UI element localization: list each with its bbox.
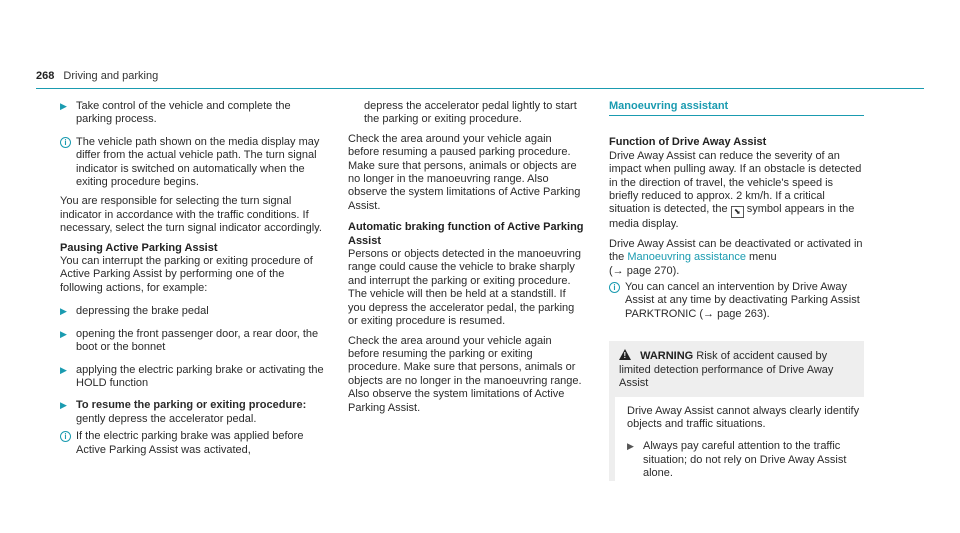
paragraph: Persons or objects detected in the manoeuvring range could cause the vehicle to brake sharply and interrupt the parking or exiting procedure. The vehicle will then be held at a standstill. If you depress the accelerator pedal, the parking or exiting procedure is resumed. xyxy=(348,248,581,328)
bullet-text: gently depress the accelerator pedal. xyxy=(76,412,257,425)
arrow-icon: ▶ xyxy=(60,400,67,411)
list-item xyxy=(60,305,328,318)
bullet-heading: To resume the parking or exiting procedure: xyxy=(76,399,307,412)
arrow-icon: ▶ xyxy=(60,101,67,111)
section-title: Manoeuvring assistant xyxy=(609,100,864,116)
bullet-text: Take control of the vehicle and complete the parking process. xyxy=(76,100,291,126)
heading-drive-away-assist: Function of Drive Away Assist xyxy=(609,136,767,149)
page-number: 268 xyxy=(36,70,55,82)
column-middle xyxy=(348,100,584,421)
paragraph-text: Drive Away Assist can be deactivated or activated in the xyxy=(609,237,863,264)
info-icon: i xyxy=(60,137,71,148)
info-note xyxy=(60,430,328,457)
arrow-icon: ▶ xyxy=(627,441,634,452)
bullet-text: Always pay careful attention to the traffic situation; do not rely on Drive Away Assist alone. xyxy=(643,440,847,480)
warning-text: Risk of accident caused by limited detection performance of Drive Away Assist xyxy=(619,350,834,390)
list-item xyxy=(627,440,864,480)
list-item xyxy=(60,100,328,127)
page-reference: (→ page 270). xyxy=(609,264,680,277)
bullet-text: applying the electric parking brake or activating the HOLD function xyxy=(76,363,324,389)
bullet-text: opening the front passenger door, a rear door, the boot or the bonnet xyxy=(76,327,319,354)
arrow-icon: ▶ xyxy=(60,364,67,375)
warning-header xyxy=(609,341,864,396)
bullet-text: depressing the brake pedal xyxy=(76,305,209,318)
column-right xyxy=(609,100,864,490)
warning-icon: ! xyxy=(619,349,631,360)
paragraph: Drive Away Assist cannot always clearly identify objects and traffic situations. xyxy=(627,404,860,430)
warning-body xyxy=(609,397,864,481)
note-text: The vehicle path shown on the media display may differ from the actual vehicle path. The turn signal indicator is switched on automatically when the exiting procedure begins. xyxy=(76,135,320,189)
info-icon: i xyxy=(60,431,71,442)
arrow-icon: ▶ xyxy=(60,306,67,317)
arrow-icon: ▶ xyxy=(60,328,67,339)
heading-pausing: Pausing Active Parking Assist xyxy=(60,241,218,254)
note-text: If the electric parking brake was applied before Active Parking Assist was activated, xyxy=(76,430,304,456)
info-icon: i xyxy=(609,282,620,293)
paragraph-text: menu xyxy=(749,251,777,264)
paragraph: You can interrupt the parking or exiting procedure of Active Parking Assist by performing one of the following actions, for example: xyxy=(60,255,313,294)
info-note xyxy=(609,281,864,321)
section-name: Driving and parking xyxy=(63,70,159,82)
paragraph-text: Drive Away Assist can reduce the severity of an impact when pulling away. If an obstacle is detected in the direction of travel, the vehicle's speed is briefly reduced to approx. 2 km/h. If a critical situation is detected, the xyxy=(609,149,862,216)
note-text: You can cancel an intervention by Drive Away Assist at any time by deactivating Parking Assist PARKTRONIC (→ page 263). xyxy=(625,281,860,320)
drive-away-assist-symbol-icon: ⬊ xyxy=(731,206,744,218)
list-item xyxy=(60,399,328,426)
warning-title: WARNING xyxy=(640,350,694,363)
heading-automatic-braking: Automatic braking function of Active Parking Assist xyxy=(348,221,584,247)
list-item xyxy=(60,364,328,391)
paragraph: You are responsible for selecting the turn signal indicator in accordance with the traffic conditions. If necessary, select the turn signal indicator accordingly. xyxy=(60,195,322,235)
manoeuvring-assistance-link[interactable]: Manoeuvring assistance xyxy=(627,251,746,264)
column-left xyxy=(60,100,328,463)
warning-box xyxy=(609,341,864,480)
paragraph xyxy=(609,238,864,278)
page-header xyxy=(36,70,924,89)
info-note xyxy=(60,136,328,190)
paragraph xyxy=(609,150,864,232)
paragraph: Check the area around your vehicle again before resuming the parking or exiting procedure. Make sure that persons, animals or objects are no longer in the manoeuvring range. Also observe the system limitations of Active Parking Assist. xyxy=(348,334,582,414)
paragraph: depress the accelerator pedal lightly to start the parking or exiting procedure. xyxy=(364,100,577,126)
paragraph: Check the area around your vehicle again before resuming a paused parking procedure. Make sure that persons, animals or objects are no longer in the manoeuvring range. Also observe the system limitations of Active Parking Assist. xyxy=(348,132,581,212)
paragraph-text: symbol appears in the media display. xyxy=(609,203,855,231)
list-item xyxy=(60,328,328,355)
